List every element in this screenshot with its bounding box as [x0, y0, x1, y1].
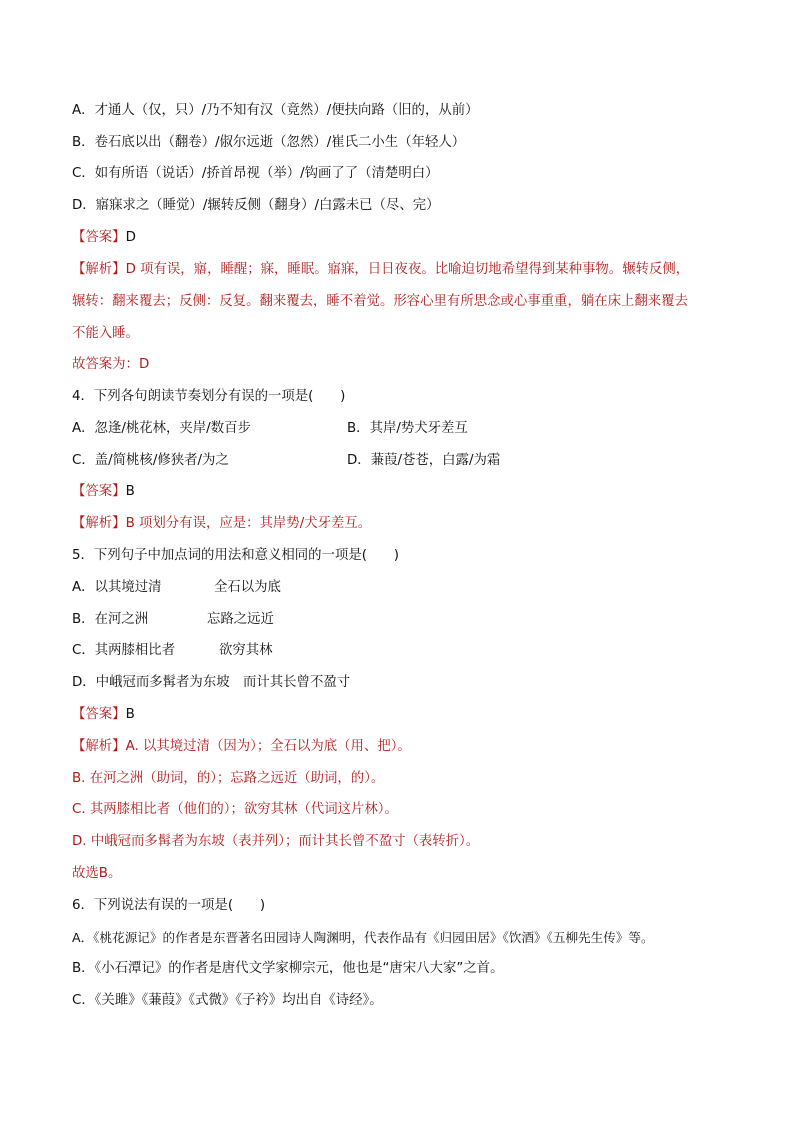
q4-option-a: A．忽逢/桃花林，夹岸/数百步	[72, 421, 251, 436]
analysis-text: D 项有误，寤，睡醒；寐，睡眠。寤寐，日日夜夜。比喻迫切地希望得到某种事物。辗转反侧，	[125, 262, 690, 277]
q5-conclusion: 故选B。	[72, 866, 122, 881]
q5-option-c-left: C．其两膝相比者	[72, 643, 176, 658]
q5-stem: 5．下列句子中加点词的用法和意义相同的一项是( )	[72, 548, 399, 563]
analysis-tag: 【解析】	[72, 516, 126, 531]
q5-option-a-left: A．以其境过清	[72, 580, 162, 595]
q3-option-a: A．才通人（仅，只）/乃不知有汉（竟然）/便扶向路（旧的，从前）	[72, 103, 479, 118]
q4-option-b: B．其岸/势犬牙差互	[347, 421, 468, 436]
q4-option-row-1	[72, 419, 251, 439]
q4-analysis	[72, 514, 371, 534]
q5-option-a-right: 全石以为底	[214, 580, 281, 595]
q6-option-c: C．《关雎》《蒹葭》《式微》《子衿》均出自《诗经》。	[72, 993, 383, 1008]
q5-option-c-right: 欲穷其林	[219, 643, 273, 658]
q5-analysis-line-2: B. 在河之洲（助词，的）；忘路之远近（助词，的）。	[72, 771, 385, 786]
q4-answer	[72, 482, 135, 502]
q4-option-d: D．蒹葭/苍苍，白露/为霜	[347, 453, 501, 468]
q3-option-c: C．如有所语（说话）/挢首昂视（举）/钩画了了（清楚明白）	[72, 166, 439, 181]
analysis-text: B 项划分有误，应是：其岸势/犬牙差互。	[125, 516, 372, 531]
q5-analysis-line-4: D. 中峨冠而多髯者为东坡（表并列）；而计其长曾不盈寸（表转折）。	[72, 834, 480, 849]
answer-value: B	[125, 484, 135, 499]
q6-option-a: A．《桃花源记》的作者是东晋著名田园诗人陶渊明，代表作品有《归园田居》《饮酒》《五柳先生传》等。	[72, 930, 654, 945]
analysis-tag: 【解析】	[72, 262, 126, 277]
q5-option-b-right: 忘路之远近	[207, 612, 274, 627]
q5-option-d-right: 而计其长曾不盈寸	[243, 675, 351, 690]
analysis-tag: 【解析】	[72, 739, 126, 754]
q5-answer	[72, 705, 135, 725]
q5-analysis-line-1	[72, 737, 411, 757]
q3-analysis-line-3: 不能入睡。	[72, 326, 139, 341]
q5-option-b-left: B．在河之洲	[72, 612, 149, 627]
q3-answer	[72, 228, 136, 248]
analysis-text: A. 以其境过清（因为）；全石以为底（用、把）。	[125, 739, 411, 754]
answer-value: D	[125, 230, 136, 245]
q3-option-b: B．卷石底以出（翻卷）/俶尔远逝（忽然）/崔氏二小生（年轻人）	[72, 135, 466, 150]
answer-tag: 【答案】	[72, 707, 126, 722]
q4-stem: 4．下列各句朗读节奏划分有误的一项是( )	[72, 389, 346, 404]
q3-analysis-line-1	[72, 260, 689, 280]
answer-tag: 【答案】	[72, 230, 126, 245]
q5-option-d-left: D．中峨冠而多髯者为东坡	[72, 675, 230, 690]
q5-analysis-line-3: C. 其两膝相比者（他们的）；欲穷其林（代词这片林）。	[72, 802, 398, 817]
answer-tag: 【答案】	[72, 484, 126, 499]
q3-conclusion: 故答案为：D	[72, 357, 150, 372]
q4-option-c: C．盖/简桃核/修狭者/为之	[72, 453, 229, 468]
q6-option-b: B．《小石潭记》的作者是唐代文学家柳宗元，他也是“唐宋八大家”之首。	[72, 961, 504, 976]
answer-value: B	[125, 707, 135, 722]
q6-stem: 6．下列说法有误的一项是( )	[72, 898, 266, 913]
q3-option-d: D．寤寐求之（睡觉）/辗转反侧（翻身）/白露未已（尽、完）	[72, 198, 440, 213]
q3-analysis-line-2: 辗转：翻来覆去；反侧：反复。翻来覆去，睡不着觉。形容心里有所思念或心事重重，躺在床上翻来覆去	[72, 294, 688, 309]
